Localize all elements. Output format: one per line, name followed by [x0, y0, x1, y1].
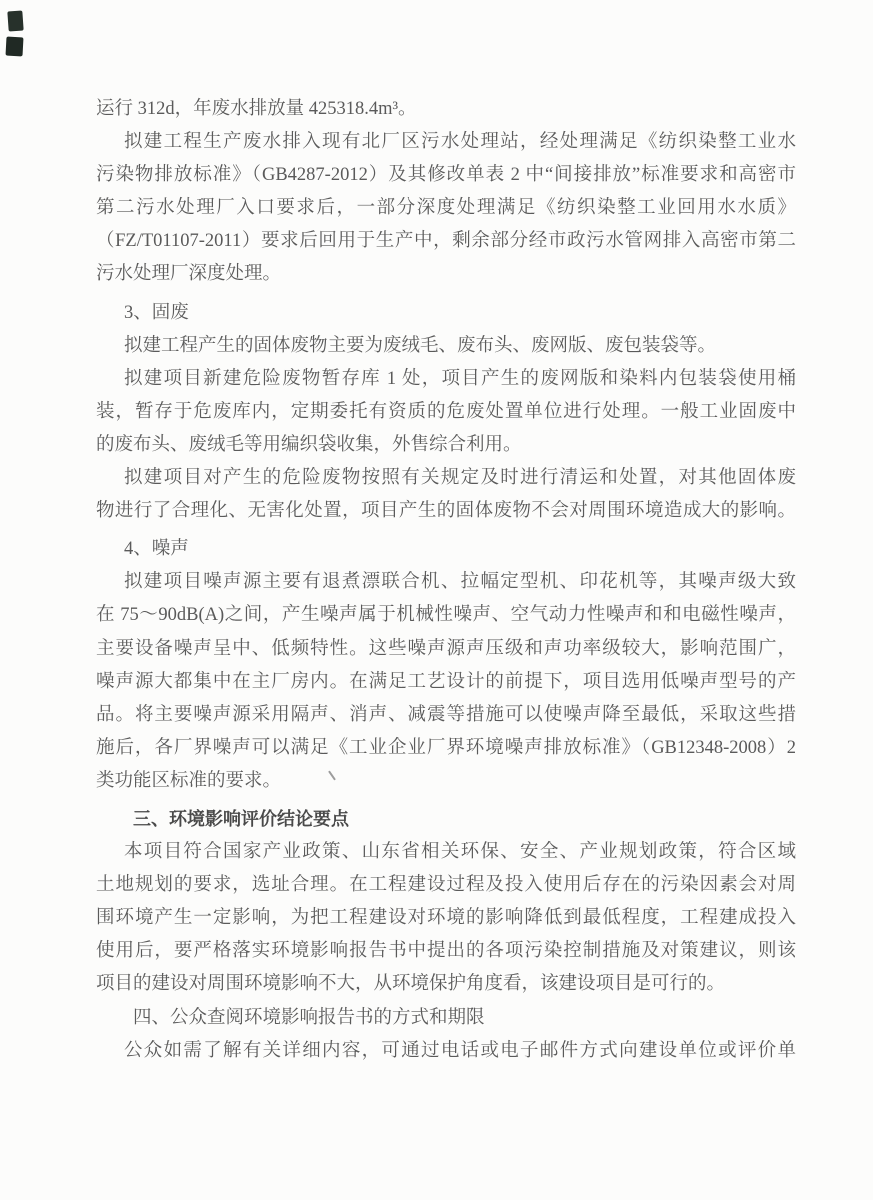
text-block: [96, 93, 796, 1068]
text-line: 在 75～90dB(A)之间，产生噪声属于机械性噪声、空气动力性噪声和和电磁性噪声，: [96, 605, 796, 626]
text-line: 污染物排放标准》（GB4287-2012）及其修改单表 2 中“间接排放”标准要求和高密市: [96, 165, 796, 186]
text-line: 类功能区标准的要求。: [96, 770, 282, 791]
text-line: 拟建工程产生的固体废物主要为废绒毛、废布头、废网版、废包装袋等。: [124, 335, 717, 356]
text-line: 本项目符合国家产业政策、山东省相关环保、安全、产业规划政策，符合区域: [124, 842, 796, 863]
text-line: 主要设备噪声呈中、低频特性。这些噪声源声压级和声功率级较大，影响范围广，: [96, 638, 796, 659]
text-line: 施后，各厂界噪声可以满足《工业企业厂界环境噪声排放标准》（GB12348-2008）2: [96, 737, 796, 758]
text-line: 拟建项目新建危险废物暂存库 1 处，项目产生的废网版和染料内包装袋使用桶: [124, 368, 796, 389]
text-line: 的废布头、废绒毛等用编织袋收集，外售综合利用。: [96, 434, 522, 455]
text-line: 围环境产生一定影响，为把工程建设对环境的影响降低到最低程度，工程建成投入: [96, 908, 796, 929]
text-line: 拟建工程生产废水排入现有北厂区污水处理站，经处理满足《纺织染整工业水: [124, 132, 796, 153]
text-line: 污水处理厂深度处理。: [96, 264, 282, 285]
text-line: 土地规划的要求，选址合理。在工程建设过程及投入使用后存在的污染因素会对周: [96, 875, 796, 896]
text-line: 装，暂存于危废库内，定期委托有资质的危废处置单位进行处理。一般工业固废中: [96, 401, 796, 422]
text-line: 运行 312d，年废水排放量 425318.4m³。: [96, 99, 417, 119]
text-line: 使用后，要严格落实环境影响报告书中提出的各项污染控制措施及对策建议，则该: [96, 941, 796, 962]
text-line: 噪声源大都集中在主厂房内。在满足工艺设计的前提下，项目选用低噪声型号的产: [96, 671, 796, 692]
text-line: 项目的建设对周围环境影响不大，从环境保护角度看，该建设项目是可行的。: [96, 974, 726, 995]
text-line: 公众如需了解有关详细内容，可通过电话或电子邮件方式向建设单位或评价单: [124, 1040, 796, 1061]
scan-artifact-mark-bottom: [6, 37, 24, 57]
text-line: 拟建项目噪声源主要有退煮漂联合机、拉幅定型机、印花机等，其噪声级大致: [124, 572, 796, 593]
text-line: （FZ/T01107-2011）要求后回用于生产中，剩余部分经市政污水管网排入高密市第二: [96, 231, 796, 252]
section-heading-noise: 4、噪声: [124, 539, 189, 560]
section-heading-eia-conclusion: 三、环境影响评价结论要点: [133, 808, 349, 829]
scan-artifact-mark-top: [7, 11, 23, 32]
text-line: 拟建项目对产生的危险废物按照有关规定及时进行清运和处置，对其他固体废: [124, 468, 796, 489]
section-heading-solid-waste: 3、固废: [124, 302, 189, 323]
text-line: 第二污水处理厂入口要求后，一部分深度处理满足《纺织染整工业回用水水质》: [96, 198, 796, 219]
text-line: 物进行了合理化、无害化处置，项目产生的固体废物不会对周围环境造成大的影响。: [96, 501, 796, 522]
section-heading-public-review: 四、公众查阅环境影响报告书的方式和期限: [133, 1007, 485, 1028]
text-line: 品。将主要噪声源采用隔声、消声、减震等措施可以使噪声降至最低，采取这些措: [96, 704, 796, 725]
